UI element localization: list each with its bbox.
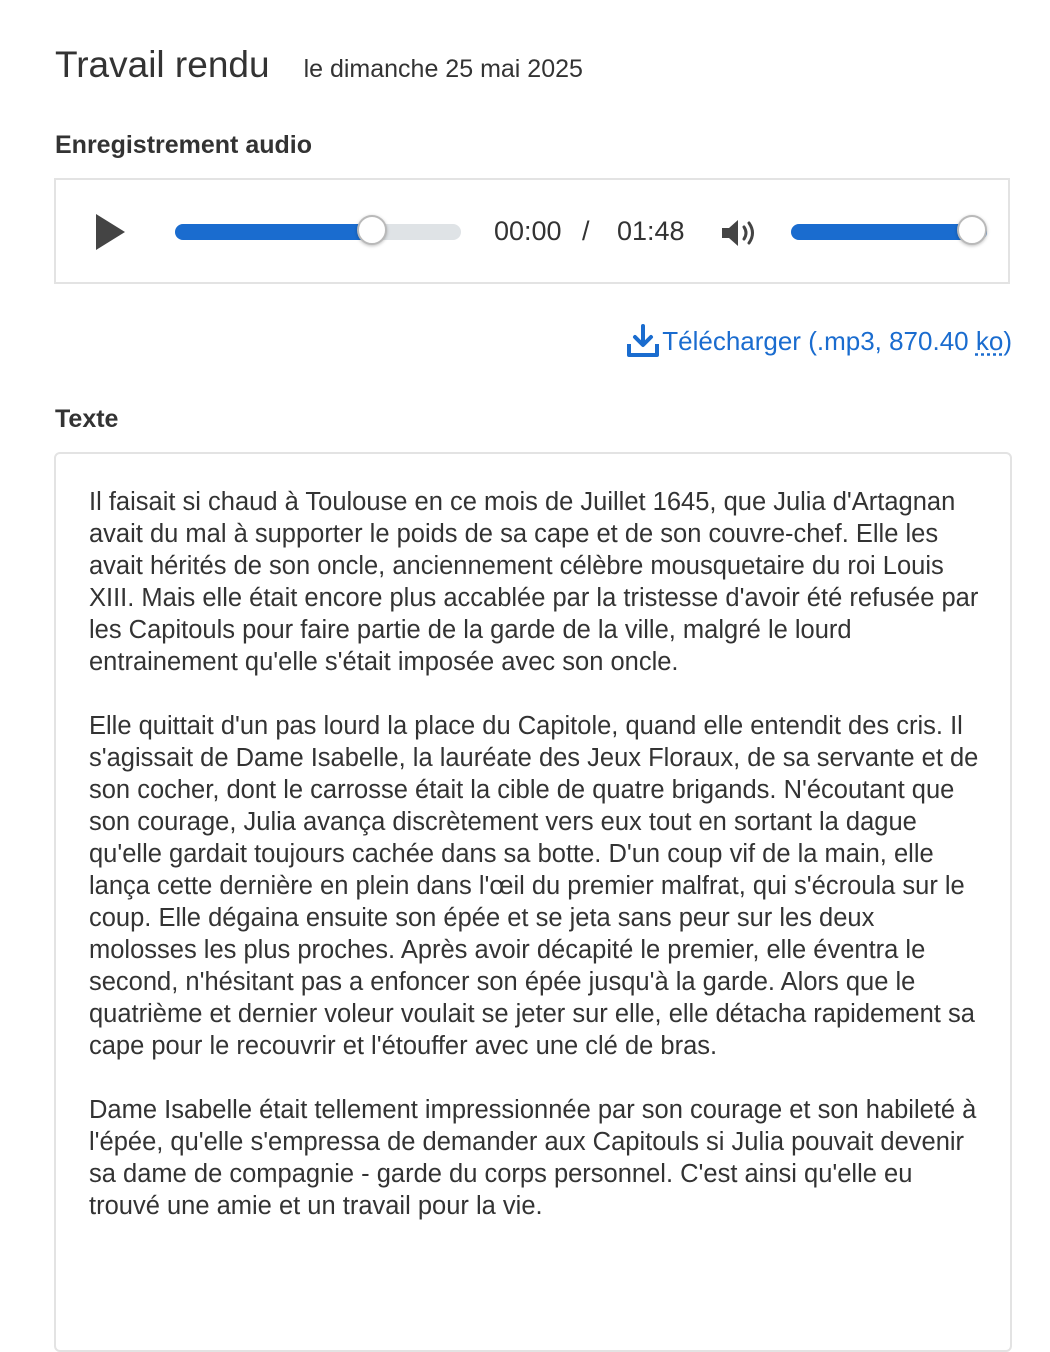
text-section-label: Texte <box>55 405 119 433</box>
text-paragraph-3: Dame Isabelle était tellement impressionnée par son courage et son habileté à l'épée, qu'elle s'empressa de demander aux Capitouls si Julia pouvait devenir sa dame de compagnie - garde du corps personnel. C'est ainsi qu'elle eu trouvé une amie et un travail pour la vie. <box>89 1096 977 1220</box>
page-title: Travail rendu <box>55 44 270 85</box>
time-separator: / <box>582 216 590 246</box>
download-icon <box>626 324 660 358</box>
volume-handle[interactable] <box>957 215 987 245</box>
download-label: Télécharger (.mp3, 870.40 <box>662 325 976 356</box>
volume-icon[interactable] <box>720 218 760 248</box>
submission-date: le dimanche 25 mai 2025 <box>303 55 583 83</box>
page-header <box>55 44 583 86</box>
text-paragraph-2: Elle quittait d'un pas lourd la place du Capitole, quand elle entendit des cris. Il s'agissait de Dame Isabelle, la lauréate des Jeux Floraux, de sa servante et de son cocher, dont le carrosse était la cible de quatre brigands. N'écoutant que son courage, Julia avança discrètement vers eux tout en sortant la dague qu'elle gardait toujours cachée dans sa botte. D'un coup vif de la main, elle lança cette dernière en plein dans l'œil du premier malfrat, qui s'écroula sur le coup. Elle dégaina ensuite son épée et se jeta sans peur sur les deux molosses les plus proches. Après avoir décapité le premier, elle éventra le second, n'hésitant pas a enfoncer son épée jusqu'à la garde. Alors que le quatrième et dernier voleur voulait se jeter sur elle, elle détacha rapidement sa cape pour le recouvrir et l'étouffer avec une clé de bras. <box>89 712 979 1060</box>
submitted-text-box <box>54 452 1012 1352</box>
download-suffix: ) <box>1003 325 1012 356</box>
current-time: 00:00 <box>494 216 562 246</box>
volume-slider[interactable] <box>791 224 987 240</box>
seek-slider[interactable] <box>175 224 461 240</box>
text-paragraph-1: Il faisait si chaud à Toulouse en ce mois de Juillet 1645, que Julia d'Artagnan avait du mal à supporter le poids de sa cape et de son couvre-chef. Elle les avait hérités de son oncle, anciennement célèbre mousquetaire du roi Louis XIII. Mais elle était encore plus accablée par la tristesse d'avoir été refusée par les Capitouls pour faire partie de la garde de la ville, malgré le lourd entrainement qu'elle s'était imposée avec son oncle. <box>89 488 979 676</box>
play-icon[interactable] <box>96 214 125 250</box>
download-size-unit: ko <box>975 325 1004 356</box>
seek-progress <box>175 224 372 240</box>
audio-player <box>54 178 1010 284</box>
audio-section-label: Enregistrement audio <box>55 131 312 159</box>
download-link[interactable] <box>626 324 1012 358</box>
seek-handle[interactable] <box>357 215 387 245</box>
duration: 01:48 <box>617 216 685 246</box>
